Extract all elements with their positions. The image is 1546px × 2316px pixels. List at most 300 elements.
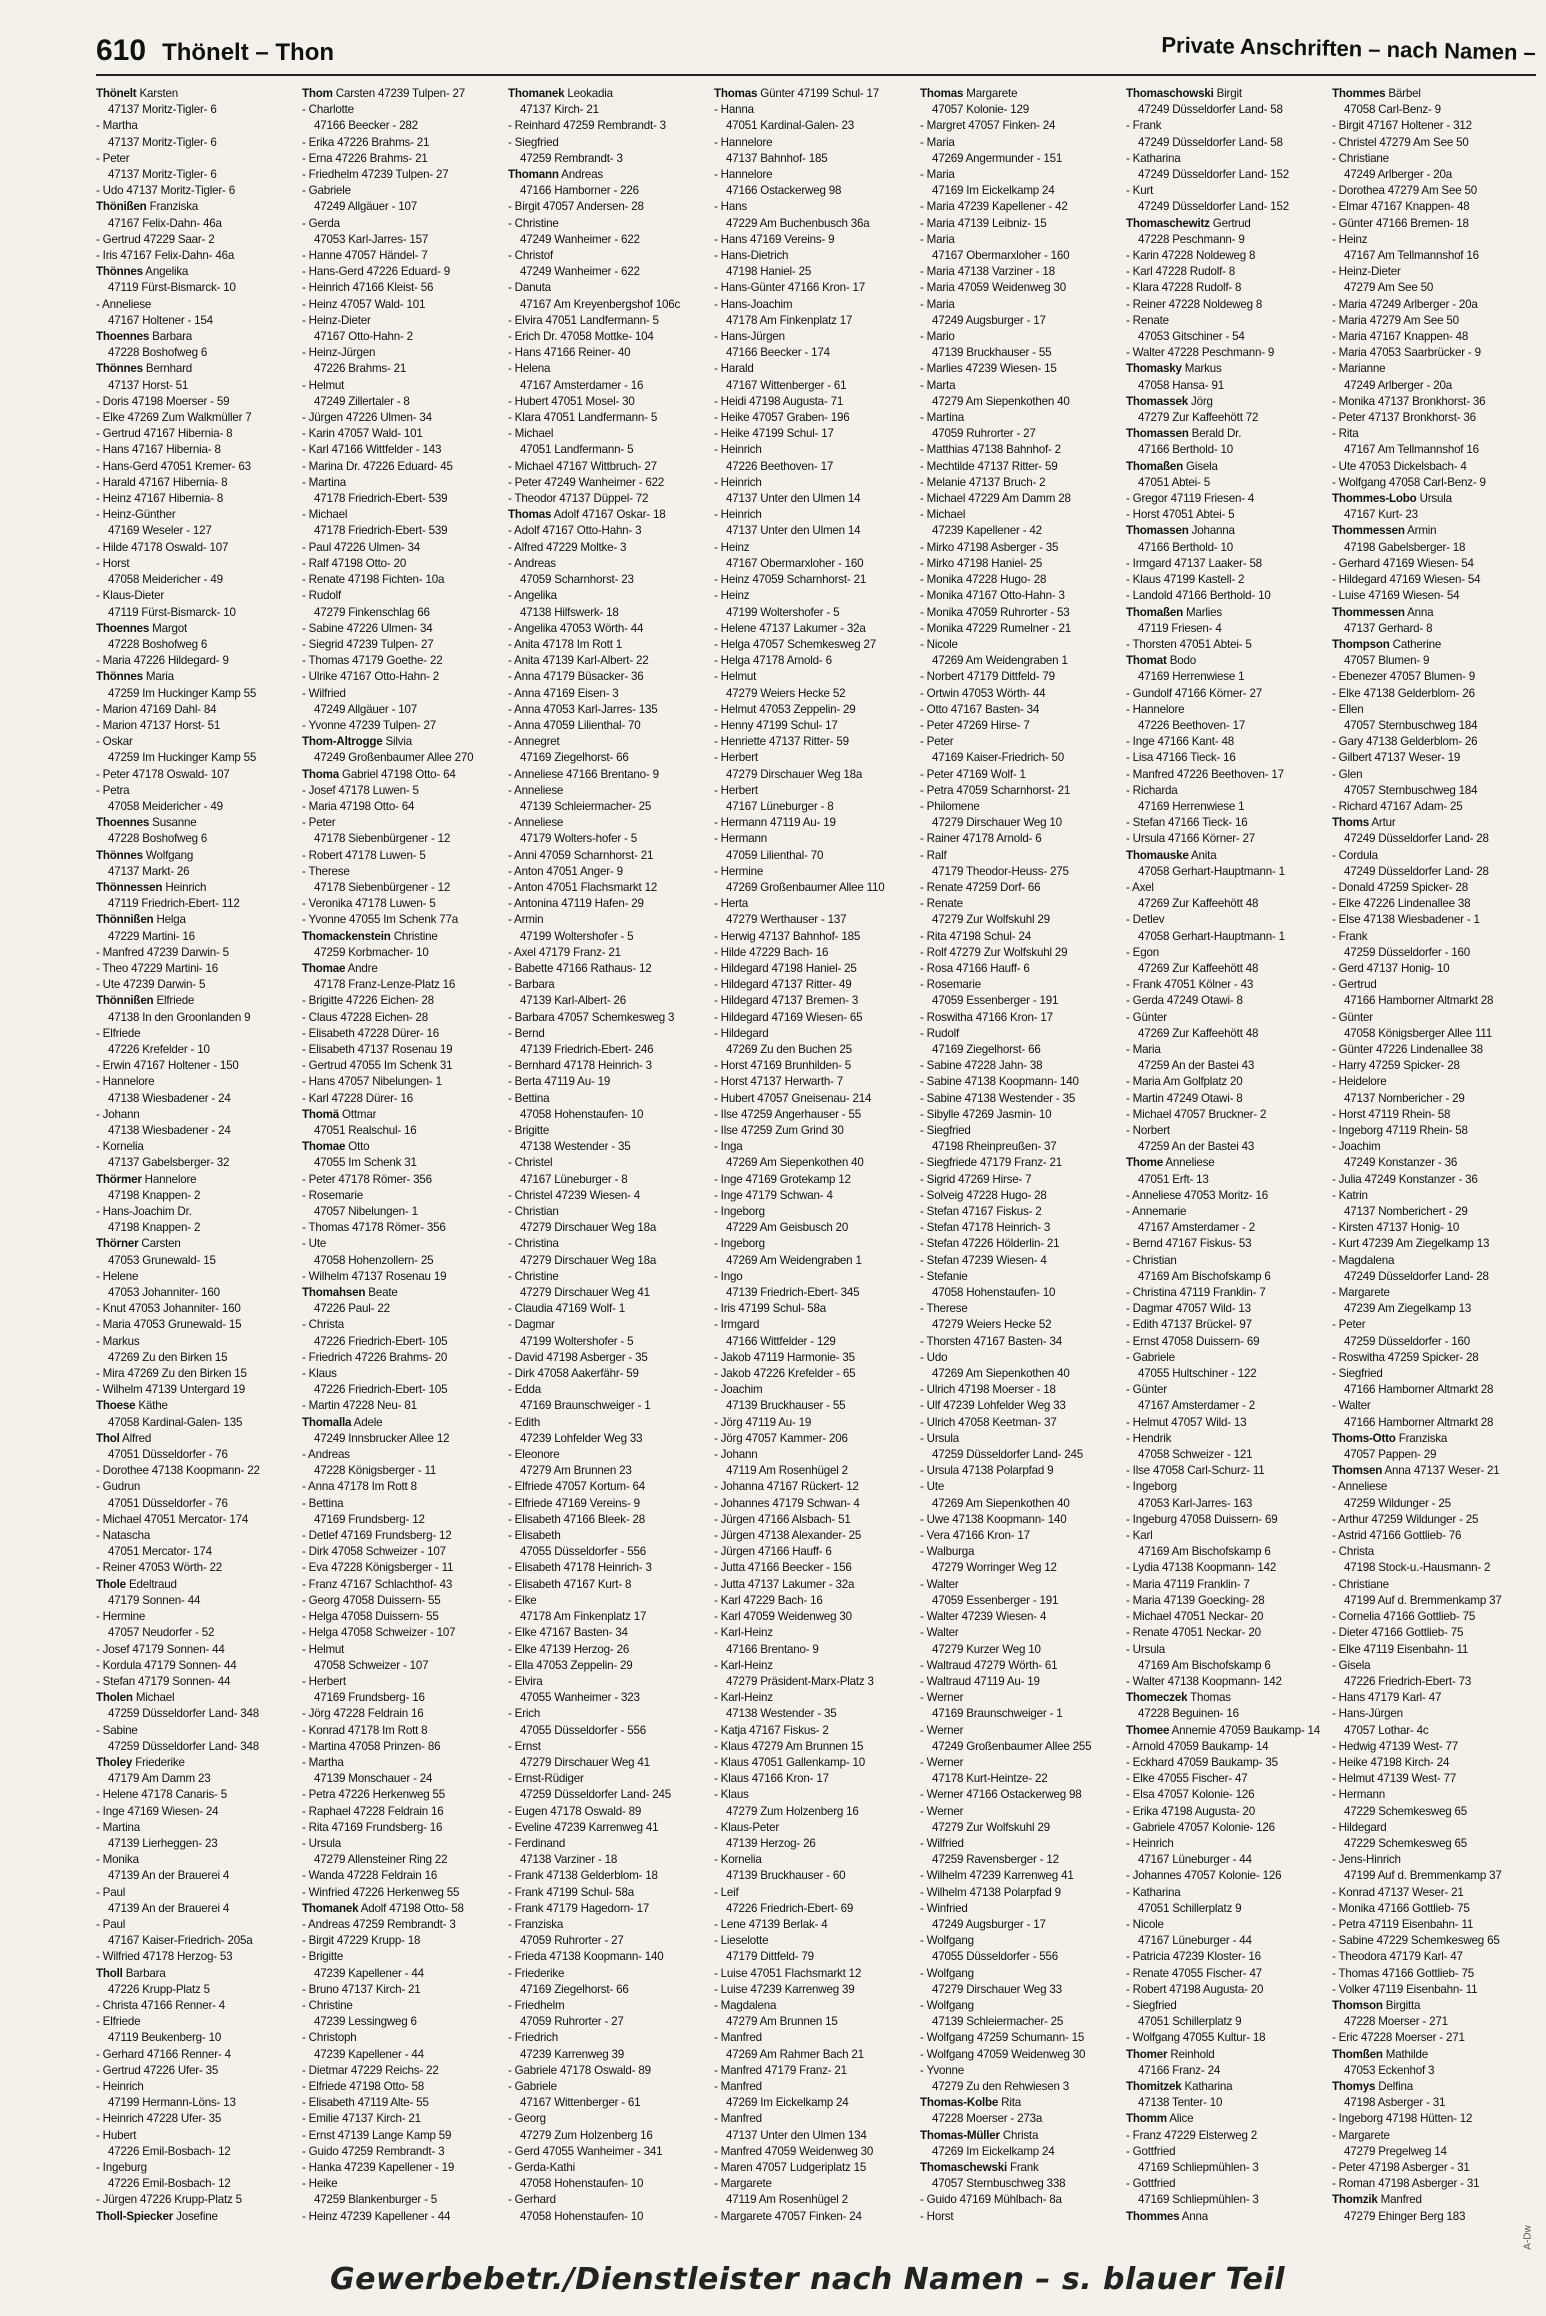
given-name: Edeltraud [125, 1577, 177, 1591]
given-name-entry: - Elke 47226 Lindenallee 38 [1332, 897, 1471, 911]
given-name-entry: - Michael [508, 427, 554, 441]
address-line: 47259 An der Bastei 43 [1138, 1140, 1255, 1154]
address-line: 47137 Unter den Ulmen 14 [726, 492, 861, 506]
given-name-entry: - Joachim [1332, 1140, 1381, 1154]
given-name-entry: - Helene 47178 Canaris- 5 [96, 1788, 227, 1802]
given-name-entry: - Martina [96, 1820, 140, 1834]
given-name: Margarete [963, 87, 1018, 100]
directory-column [302, 86, 502, 2226]
given-name-entry: - Hans-Joachim [714, 297, 793, 311]
address-line: 47279 Zur Wolfskuhl 29 [932, 913, 1050, 927]
surname-entry [96, 1431, 296, 1447]
address-line: 47137 Moritz-Tigler- 6 [108, 168, 217, 182]
given-name-entry: - Petra 47226 Herkenweg 55 [302, 1788, 446, 1802]
address-line: 47279 Am Siepenkothen 40 [932, 394, 1070, 408]
given-name-entry: - Gertrud 47055 Im Schenk 31 [302, 1059, 453, 1073]
given-name-entry: - Kurt [1126, 184, 1154, 198]
given-name-entry: - Jürgen 47138 Alexander- 25 [714, 1529, 862, 1543]
address-line: 47178 Friedrich-Ebert- 539 [314, 524, 448, 538]
address-line: 47169 Im Eickelkamp 24 [932, 184, 1055, 198]
address-line: 47058 Hohenzollern- 25 [314, 1253, 434, 1267]
given-name-entry: - Gottfried [1126, 2177, 1176, 2191]
address-line: 47249 Augsburger - 17 [932, 313, 1046, 327]
given-name-entry: - Angelika [508, 589, 557, 603]
given-name-entry: - Ulrich 47058 Keetman- 37 [920, 1415, 1057, 1429]
given-name: Gertrud [1209, 216, 1251, 230]
given-name-entry: - Günter [1332, 1010, 1373, 1024]
address-line: 47138 Westender - 35 [520, 1140, 631, 1154]
address-line: 47249 Konstanzer - 36 [1344, 1156, 1458, 1170]
given-name-entry: - Stefan 47226 Hölderlin- 21 [920, 1237, 1060, 1251]
given-name-entry: - Georg [508, 2112, 546, 2126]
address-line: 47138 Tenter- 10 [1138, 2096, 1223, 2110]
given-name-entry: - Christiane [1332, 1577, 1389, 1591]
given-name-entry: - Knut 47053 Johanniter- 160 [96, 1302, 241, 1316]
given-name-entry: - Heinz [1332, 232, 1368, 246]
given-name-entry: - Maria [920, 232, 955, 246]
given-name-entry: - Gundolf 47166 Körner- 27 [1126, 686, 1262, 700]
surname: Thomys [1332, 2079, 1376, 2093]
given-name-entry: - Nicole [1126, 1917, 1164, 1931]
given-name-entry: - Yvonne [920, 2063, 964, 2077]
surname-entry [1126, 426, 1326, 442]
given-name-entry: - Christina [508, 1237, 559, 1251]
given-name-entry: - Manfred 47059 Weidenweg 30 [714, 2144, 874, 2158]
given-name: Armin [1404, 524, 1437, 538]
given-name-entry: - Birgit 47167 Holtener - 312 [1332, 119, 1472, 133]
address-line: 47139 Friedrich-Ebert- 345 [726, 1286, 860, 1300]
address-line: 47228 Boshofweg 6 [108, 637, 208, 651]
surname-entry [302, 86, 502, 102]
given-name-entry: - Hans 47179 Karl- 47 [1332, 1691, 1442, 1705]
address-line: 47226 Emil-Bosbach- 12 [108, 2144, 231, 2158]
given-name-entry: - Katja 47167 Fiskus- 2 [714, 1723, 829, 1737]
surname: Thomassek [1126, 394, 1188, 408]
given-name-entry: - Josef 47178 Luwen- 5 [302, 783, 419, 797]
given-name-entry: - Klaus 47199 Kastell- 2 [1126, 573, 1245, 587]
surname: Tholl-Spiecker [96, 2209, 174, 2223]
given-name-entry: - Margarete 47057 Finken- 24 [714, 2209, 862, 2223]
given-name-entry: - Katrin [1332, 1188, 1368, 1202]
surname: Thomann [508, 168, 559, 182]
surname-entry [302, 1285, 502, 1301]
given-name-entry: - Christine [508, 1269, 559, 1283]
given-name-entry: - Helmut 47057 Wild- 13 [1126, 1415, 1247, 1429]
address-line: 47249 Wanheimer - 622 [520, 265, 640, 279]
address-line: 47279 Kurzer Weg 10 [932, 1642, 1041, 1656]
address-line: 47199 Woltershofer - 5 [520, 1334, 634, 1348]
address-line: 47259 Düsseldorfer Land- 348 [108, 1707, 260, 1721]
given-name-entry: - Bernd [508, 1026, 545, 1040]
given-name-entry: - Elisabeth 47137 Rosenau 19 [302, 1042, 453, 1056]
address-line: 47279 Weiers Hecke 52 [932, 1318, 1052, 1332]
address-line: 47239 Kapellener - 42 [932, 524, 1042, 538]
address-line: 47053 Karl-Jarres- 163 [1138, 1496, 1253, 1510]
given-name-entry: - Hans-Günter 47166 Kron- 17 [714, 281, 866, 295]
given-name-entry: - Hermann 47119 Au- 19 [714, 816, 836, 830]
address-line: 47166 Hamborner Altmarkt 28 [1344, 994, 1494, 1008]
surname: Thomeczek [1126, 1691, 1188, 1705]
address-line: 47279 Ehinger Berg 183 [1344, 2209, 1466, 2223]
surname: Thomasky [1126, 362, 1182, 376]
given-name-entry: - Marion 47169 Dahl- 84 [96, 702, 217, 716]
given-name-entry: - Helena [508, 362, 551, 376]
address-line: 47178 Friedrich-Ebert- 539 [314, 492, 448, 506]
surname: Thoennes [96, 330, 150, 344]
given-name-entry: - Ingeborg [714, 1205, 765, 1219]
address-line: 47137 Bahnhof- 185 [726, 151, 828, 165]
address-line: 47137 Markt- 26 [108, 864, 190, 878]
surname-entry [1126, 394, 1326, 410]
given-name-entry: - Werner [920, 1691, 964, 1705]
address-line: 47169 Braunschweiger - 1 [520, 1399, 651, 1413]
address-line: 47167 Am Kreyenbergshof 106c [520, 297, 681, 311]
given-name: Thomas [1187, 1691, 1231, 1705]
given-name-entry: - Elke 47269 Zum Walkmüller 7 [96, 411, 252, 425]
given-name-entry: - Monika [96, 1853, 139, 1867]
given-name-entry: - Anneliese [1332, 1480, 1388, 1494]
given-name-entry: - Erika 47226 Brahms- 21 [302, 135, 430, 149]
given-name-entry: - Anneliese [508, 783, 564, 797]
address-line: 47199 Auf d. Bremmenkamp 37 [1344, 1593, 1502, 1607]
given-name-entry: - Frank [1332, 929, 1368, 943]
surname: Thomzik [1332, 2193, 1378, 2207]
surname-entry [1126, 2047, 1326, 2063]
given-name-entry: - Cornelia 47166 Gottlieb- 75 [1332, 1610, 1476, 1624]
address-line: 47169 Herrenwiese 1 [1138, 670, 1245, 684]
given-name-entry: - Horst [96, 556, 130, 570]
given-name-entry: - Thomas 47179 Goethe- 22 [302, 654, 443, 668]
surname-entry [920, 2128, 1120, 2144]
given-name-entry: - Roswitha 47166 Kron- 17 [920, 1010, 1053, 1024]
given-name-entry: - Klaus-Peter [714, 1820, 780, 1834]
address-line: 47058 Hohenstaufen- 10 [520, 2209, 644, 2223]
address-line: 47279 Weiers Hecke 52 [726, 686, 846, 700]
given-name-entry: - Christel [508, 1156, 553, 1170]
given-name-entry: - Winfried 47226 Herkenweg 55 [302, 1885, 460, 1899]
given-name-entry: - Hermann [1332, 1788, 1385, 1802]
directory-column [508, 86, 708, 2226]
surname-entry [96, 880, 296, 896]
address-line: 47166 Berthold- 10 [1138, 540, 1234, 554]
address-line: 47269 Am Siepenkothen 40 [932, 1367, 1070, 1381]
address-line: 47249 Zillertaler - 8 [314, 394, 410, 408]
given-name-entry: - Margarete [714, 2177, 772, 2191]
given-name-entry: - Hans-Gerd 47051 Kremer- 63 [96, 459, 251, 473]
directory-column [714, 86, 914, 2226]
given-name-entry: - Walter [1332, 1399, 1371, 1413]
given-name-entry: - Horst 47137 Herwarth- 7 [714, 1075, 844, 1089]
given-name-entry: - Michael [920, 508, 966, 522]
given-name-entry: - Jakob 47119 Harmonie- 35 [714, 1350, 855, 1364]
given-name-entry: - Harald [714, 362, 754, 376]
address-line: 47269 Großenbaumer Allee 110 [726, 880, 885, 894]
address-line: 47229 Am Geisbusch 20 [726, 1221, 849, 1235]
address-line: 47229 Am Buchenbusch 36a [726, 216, 870, 230]
surname: Thomahsen [302, 1286, 366, 1300]
address-line: 47138 Varziner - 18 [520, 1853, 618, 1867]
address-line: 47179 Theodor-Heuss- 275 [932, 864, 1069, 878]
address-line: 47198 Knappen- 2 [108, 1221, 201, 1235]
given-name-entry: - Hilde 47229 Bach- 16 [714, 945, 829, 959]
given-name-entry: - Helga 47058 Duissern- 55 [302, 1610, 439, 1624]
given-name: Wolfgang [142, 848, 194, 862]
given-name-entry: - Heinrich 47228 Ufer- 35 [96, 2112, 222, 2126]
address-line: 47169 Am Bischofskamp 6 [1138, 1658, 1271, 1672]
given-name-entry: - Kordula 47179 Sonnen- 44 [96, 1658, 237, 1672]
given-name-entry: - Karin 47057 Wald- 101 [302, 427, 423, 441]
address-line: 47057 Sternbuschweg 184 [1344, 783, 1478, 797]
address-line: 47239 Am Ziegelkamp 13 [1344, 1302, 1472, 1316]
address-line: 47279 Präsident-Marx-Platz 3 [726, 1674, 874, 1688]
address-line [96, 2225, 296, 2226]
given-name-entry: - Ursula 47138 Polarpfad 9 [920, 1464, 1054, 1478]
surname: Thoese [96, 1399, 136, 1413]
given-name-entry: - Hans-Joachim Dr. [96, 1205, 192, 1219]
address-line: 47055 Düsseldorfer - 556 [520, 1545, 647, 1559]
given-name-entry: - Dagmar 47057 Wild- 13 [1126, 1302, 1251, 1316]
given-name-entry: - Gottfried [1126, 2144, 1176, 2158]
given-name-entry: - Hubert 47057 Gneisenau- 214 [714, 1091, 872, 1105]
address-line: 47249 Innsbrucker Allee 12 [314, 1431, 450, 1445]
surname: Thönnes [96, 362, 143, 376]
address-line: 47178 Siebenbürgener - 12 [314, 880, 451, 894]
given-name-entry: - Anneliese [508, 816, 564, 830]
given-name-entry: - Adolf 47167 Otto-Hahn- 3 [508, 524, 642, 538]
given-name-entry: - Heinz 47059 Scharnhorst- 21 [714, 573, 867, 587]
address-line: 47226 Friedrich-Ebert- 69 [726, 1901, 854, 1915]
address-line: 47137 Horst- 51 [108, 378, 189, 392]
given-name-entry: - Gertrud 47229 Saar- 2 [96, 232, 215, 246]
given-name-entry: - Johann [96, 1107, 140, 1121]
address-line: 47139 Bruckhauser - 55 [726, 1399, 846, 1413]
given-name: Birgitta [1382, 1998, 1421, 2012]
address-line: 47259 Im Huckinger Kamp 55 [108, 686, 257, 700]
given-name-entry: - Heinrich [714, 443, 762, 457]
address-line: 47167 Am Tellmannshof 16 [1344, 443, 1479, 457]
given-name-entry: - Charlotte [302, 103, 354, 117]
address-line: 47269 Im Eickelkamp 24 [932, 2144, 1055, 2158]
address-line: 47137 Moritz-Tigler- 6 [108, 103, 217, 117]
address-line: 47279 Worringer Weg 12 [932, 1561, 1057, 1575]
address-line: 47229 Schemkesweg 65 [1344, 1836, 1467, 1850]
given-name-entry: - Monika 47167 Otto-Hahn- 3 [920, 589, 1065, 603]
given-name-entry: - Matthias 47138 Bahnhof- 2 [920, 443, 1061, 457]
given-name: Käthe [135, 1399, 168, 1413]
surname: Thönißen [96, 200, 147, 214]
given-name-entry: - Detlef 47169 Frundsberg- 12 [302, 1529, 452, 1543]
given-name-entry: - Wolfgang [920, 1998, 974, 2012]
given-name: Friederike [132, 1755, 185, 1769]
given-name-entry: - Sabine 47228 Jahn- 38 [920, 1059, 1043, 1073]
given-name-entry: - Gerd 47055 Wanheimer - 341 [508, 2144, 663, 2158]
given-name-entry: - Norbert [1126, 1124, 1170, 1137]
given-name-entry: - Bernhard 47178 Heinrich- 3 [508, 1059, 652, 1073]
given-name-entry: - Erna 47226 Brahms- 21 [302, 151, 428, 165]
given-name-entry: - Edith [508, 1415, 541, 1429]
address-line: 47169 Frundsberg- 16 [314, 1691, 425, 1705]
given-name-entry: - Rainer 47178 Arnold- 6 [920, 832, 1042, 846]
given-name-entry: - Paul [96, 1917, 126, 1931]
given-name-entry: - Ilse 47259 Angerhauser - 55 [714, 1107, 861, 1121]
address-line: 47279 Allensteiner Ring 22 [314, 1853, 448, 1867]
surname: Thomas-Müller [920, 2128, 1000, 2142]
given-name-entry: - Gabriele [508, 2079, 557, 2093]
address-line: 47058 Hohenstaufen- 10 [932, 1286, 1056, 1300]
given-name-entry: - Heinz [714, 589, 750, 603]
surname: Thomas-Kolbe [920, 2096, 999, 2110]
given-name-entry: - Klaus [714, 1788, 749, 1802]
address-line: 47057 Kolonie- 129 [932, 103, 1029, 117]
name-range: Thönelt – Thon [162, 39, 335, 66]
given-name-entry: - Ulrich 47198 Moerser - 18 [920, 1383, 1056, 1397]
given-name-entry: - Maria 47226 Hildegard- 9 [96, 654, 229, 668]
given-name-entry: - Heike [302, 2177, 338, 2191]
address-line: 47167 Wittenberger - 61 [726, 378, 847, 392]
given-name: Gisela [1183, 459, 1218, 473]
address-line: 47199 Auf d. Bremmenkamp 37 [1344, 1869, 1502, 1883]
address-line: 47051 Schillerplatz 9 [1138, 2015, 1242, 2029]
surname-entry [96, 848, 296, 864]
given-name-entry: - Klaus 47051 Gallenkamp- 10 [714, 1755, 866, 1769]
given-name-entry: - Ute [920, 1480, 945, 1494]
given-name-entry: - Joachim [714, 1383, 763, 1397]
given-name-entry: - Sabine 47229 Schemkesweg 65 [1332, 1934, 1500, 1948]
given-name: Manfred [1377, 2193, 1422, 2207]
address-line: 47167 Lüneburger - 8 [520, 1172, 628, 1186]
given-name-entry: - Manfred [714, 2031, 762, 2045]
given-name-entry: - Bruno 47137 Kirch- 21 [302, 1982, 421, 1996]
address-line: 47167 Wittenberger - 61 [520, 2096, 641, 2110]
given-name-entry: - Anita 47139 Karl-Albert- 22 [508, 654, 649, 668]
given-name-entry: - Maren 47057 Ludgeriplatz 15 [714, 2161, 867, 2174]
address-line: 47058 Schweizer - 107 [314, 1658, 429, 1672]
given-name-entry: - Wilhelm 47239 Karrenweg 41 [920, 1869, 1074, 1883]
surname-entry [1126, 523, 1326, 539]
address-line: 47259 Düsseldorfer Land- 245 [932, 1448, 1084, 1462]
address-line: 47051 Schillerplatz 9 [1138, 1901, 1242, 1915]
given-name-entry: - Gabriele [302, 184, 351, 198]
given-name-entry: - Edith 47137 Brückel- 97 [1126, 1318, 1252, 1332]
address-line: 47249 Düsseldorfer Land- 58 [1138, 135, 1283, 149]
address-line: 47228 Königsberger - 11 [314, 1464, 437, 1478]
given-name-entry: - Marion 47137 Horst- 51 [96, 718, 221, 732]
given-name-entry: - Maria 47138 Varziner - 18 [920, 265, 1055, 279]
given-name-entry: - Thorsten 47051 Abtei- 5 [1126, 637, 1252, 651]
given-name-entry: - Patricia 47239 Kloster- 16 [1126, 1950, 1261, 1964]
given-name-entry: - Arthur 47259 Wildunger - 25 [1332, 1512, 1479, 1526]
address-line: 47179 Dittfeld- 79 [726, 1950, 814, 1964]
given-name-entry: - Robert 47198 Augusta- 20 [1126, 1982, 1264, 1996]
given-name: Markus [1181, 362, 1222, 376]
address-line: 47228 Beguinen- 16 [1138, 1707, 1239, 1721]
surname-entry [96, 1172, 296, 1188]
given-name-entry: - Peter 47137 Bronkhorst- 36 [1332, 411, 1476, 425]
given-name-entry: - Andreas 47259 Rembrandt- 3 [302, 1917, 456, 1931]
given-name-entry: - Solveig 47228 Hugo- 28 [920, 1188, 1047, 1202]
given-name-entry: - Günter 47166 Bremen- 18 [1332, 216, 1469, 230]
given-name-entry: - Klaus-Dieter [96, 589, 165, 603]
address-line: 47228 Boshofweg 6 [108, 832, 208, 846]
given-name-entry: - Helene [96, 1269, 139, 1283]
given-name-entry: - Siegfriede 47179 Franz- 21 [920, 1156, 1062, 1170]
given-name-entry: - Monika 47228 Hugo- 28 [920, 573, 1047, 587]
given-name-entry [1332, 2225, 1532, 2226]
given-name-entry: - Peter 47178 Römer- 356 [302, 1172, 432, 1186]
given-name-entry: - Guido 47169 Mühlbach- 8a [920, 2193, 1062, 2207]
given-name-entry: - Karl 47228 Rudolf- 8 [1126, 265, 1236, 279]
surname-entry [1126, 1723, 1326, 1739]
given-name-entry: - Ernst-Rüdiger [508, 1772, 584, 1786]
given-name-entry: - Siegrid 47239 Tulpen- 27 [302, 637, 434, 651]
given-name: Helga [153, 913, 186, 927]
address-line: 47058 Gerhart-Hauptmann- 1 [1138, 864, 1285, 878]
address-line: 47057 Sternbuschweg 184 [1344, 718, 1478, 732]
given-name-entry: - Frieda 47138 Koopmann- 140 [508, 1950, 664, 1964]
address-line: 47269 Am Weidengraben 1 [726, 1253, 862, 1267]
address-line: 47166 Wittfelder - 129 [726, 1334, 836, 1348]
address-line: 47137 Unter den Ulmen 14 [726, 524, 861, 538]
given-name-entry: - Henriette 47137 Ritter- 59 [714, 735, 849, 749]
given-name-entry: - Nicole [920, 637, 958, 651]
given-name: Bärbel [1385, 87, 1421, 100]
surname: Tholen [96, 1691, 133, 1705]
surname: Thommes-Lobo [1332, 492, 1417, 506]
given-name-entry: - Martin 47249 Otawi- 8 [1126, 1091, 1243, 1105]
given-name-entry: - Dirk 47058 Aakerfähr- 59 [508, 1367, 639, 1381]
surname: Thomauske [1126, 848, 1189, 862]
given-name-entry: - Werner [920, 1755, 964, 1769]
surname-entry [96, 1690, 296, 1706]
given-name-entry: - Peter 47178 Oswald- 107 [96, 767, 230, 781]
address-line: 47199 Hermann-Löns- 13 [108, 2096, 236, 2110]
given-name-entry: - Cordula [1332, 848, 1378, 862]
given-name-entry: - Christian [1126, 1253, 1177, 1267]
address-line: 47166 Hamborner - 226 [520, 184, 639, 198]
given-name-entry: - Heinz [714, 540, 750, 554]
given-name-entry: - Siegfried [508, 135, 559, 149]
given-name-entry: - Manfred [714, 2079, 762, 2093]
address-line: 47119 Fürst-Bismarck- 10 [108, 281, 236, 295]
address-line: 47167 Lüneburger - 44 [1138, 1853, 1252, 1867]
surname-entry [96, 199, 296, 215]
address-line: 47119 Beukenberg- 10 [108, 2031, 222, 2045]
given-name-entry: - Barbara 47057 Schemkesweg 3 [508, 1010, 675, 1024]
surname-entry [96, 264, 296, 280]
surname-entry [1332, 2079, 1532, 2095]
given-name-entry: - Horst 47051 Abtei- 5 [1126, 508, 1235, 522]
given-name-entry: - Walter 47138 Koopmann- 142 [1126, 1674, 1282, 1688]
address-line: 47053 Grunewald- 15 [108, 1253, 216, 1267]
surname: Thommes [1126, 2209, 1180, 2223]
given-name-entry: - Brigitte [508, 1124, 550, 1137]
given-name: Anneliese [1163, 1156, 1215, 1170]
given-name: Adolf 47198 Otto- 58 [358, 1901, 464, 1915]
given-name: Barbara [122, 1966, 166, 1980]
given-name-entry: - Ute [302, 1237, 327, 1251]
given-name-entry: - Friederike [508, 1966, 565, 1980]
address-line: 47057 Blumen- 9 [1344, 654, 1430, 668]
given-name-entry: - Werner [920, 1723, 964, 1737]
address-line: 47055 Düsseldorfer - 556 [520, 1723, 647, 1737]
address-line: 47249 Großenbaumer Allee 255 [932, 1739, 1092, 1753]
given-name-entry: - Hubert 47051 Mosel- 30 [508, 394, 635, 408]
given-name-entry: - Sabine 47138 Koopmann- 140 [920, 1075, 1079, 1089]
given-name-entry: - Maria 47053 Saarbrücker - 9 [1332, 346, 1481, 360]
address-line: 47199 Woltershofer - 5 [726, 605, 840, 619]
surname-entry [1126, 653, 1326, 669]
given-name-entry: - Günter [1126, 1383, 1167, 1397]
